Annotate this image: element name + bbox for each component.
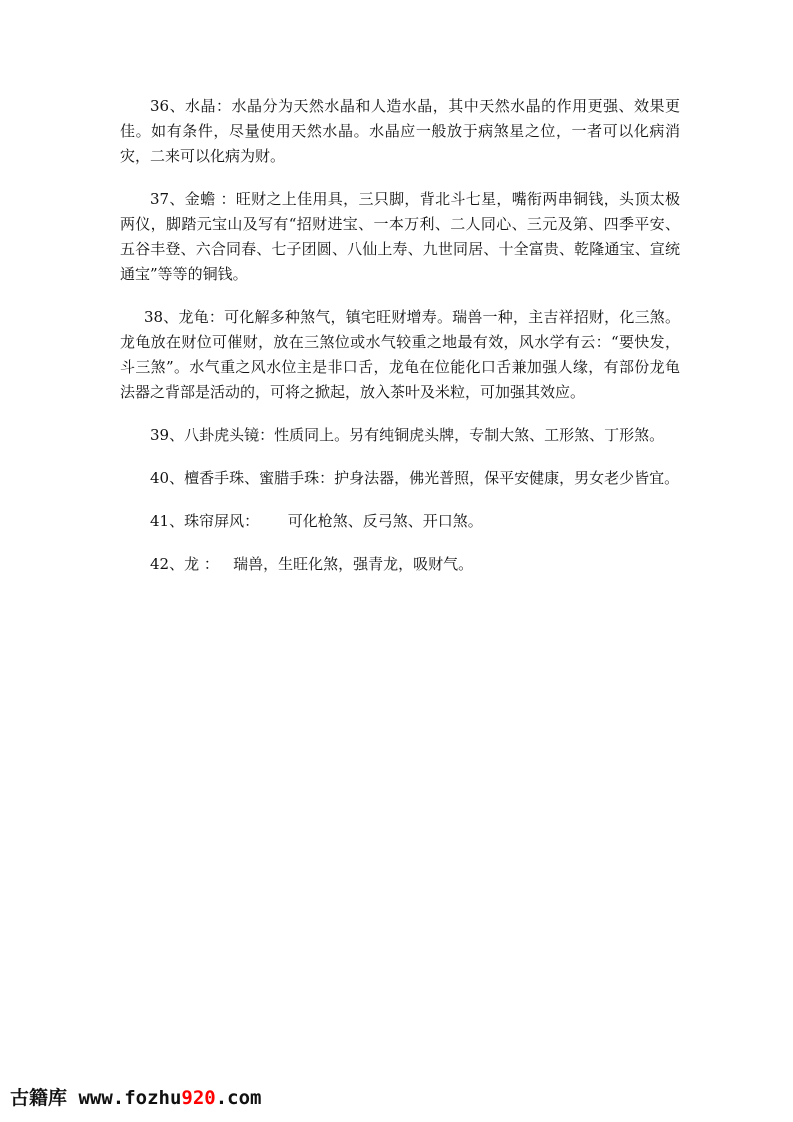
paragraph-42: 42、龙 ： 瑞兽，生旺化煞，强青龙，吸财气。 (150, 555, 474, 573)
paragraph-41: 41、珠帘屏风： 可化枪煞、反弓煞、开口煞。 (150, 512, 483, 530)
footer-site-name: 古籍库 (10, 1087, 68, 1109)
paragraph-40: 40、檀香手珠、蜜腊手珠：护身法器，佛光普照，保平安健康，男女老少皆宜。 (150, 469, 680, 487)
paragraph-37: 37、金蟾 ：旺财之上佳用具，三只脚，背北斗七星，嘴衔两串铜钱，头顶太极两仪，脚踏元宝山及写有“招财进宝、一本万利、二人同心、三元及第、四季平安、五谷丰登、六合同春、七子团圆、八仙上寿、九世同居、十全富贵、乾隆通宝、宣统通宝”等等的铜钱。 (120, 190, 680, 283)
paragraph-39: 39、八卦虎头镜：性质同上。另有纯铜虎头牌，专制大煞、工形煞、丁形煞。 (150, 426, 665, 444)
footer-url-prefix: www.fozhu (67, 1087, 182, 1109)
footer-url-number: 920 (181, 1087, 216, 1109)
footer-watermark (10, 1083, 262, 1110)
document-body (120, 94, 680, 595)
footer-url-suffix: .com (215, 1087, 262, 1109)
paragraph-38: 38、龙龟：可化解多种煞气，镇宅旺财增寿。瑞兽一种，主吉祥招财，化三煞。龙龟放在财位可催财，放在三煞位或水气较重之地最有效，风水学有云：“要快发，斗三煞”。水气重之风水位主是非口舌，龙龟在位能化口舌兼加强人缘，有部份龙龟法器之背部是活动的，可将之掀起，放入茶叶及米粒，可加强其效应。 (120, 308, 680, 401)
paragraph-36: 36、水晶：水晶分为天然水晶和人造水晶，其中天然水晶的作用更强、效果更佳。如有条件，尽量使用天然水晶。水晶应一般放于病煞星之位，一者可以化病消灾，二来可以化病为财。 (120, 97, 680, 165)
